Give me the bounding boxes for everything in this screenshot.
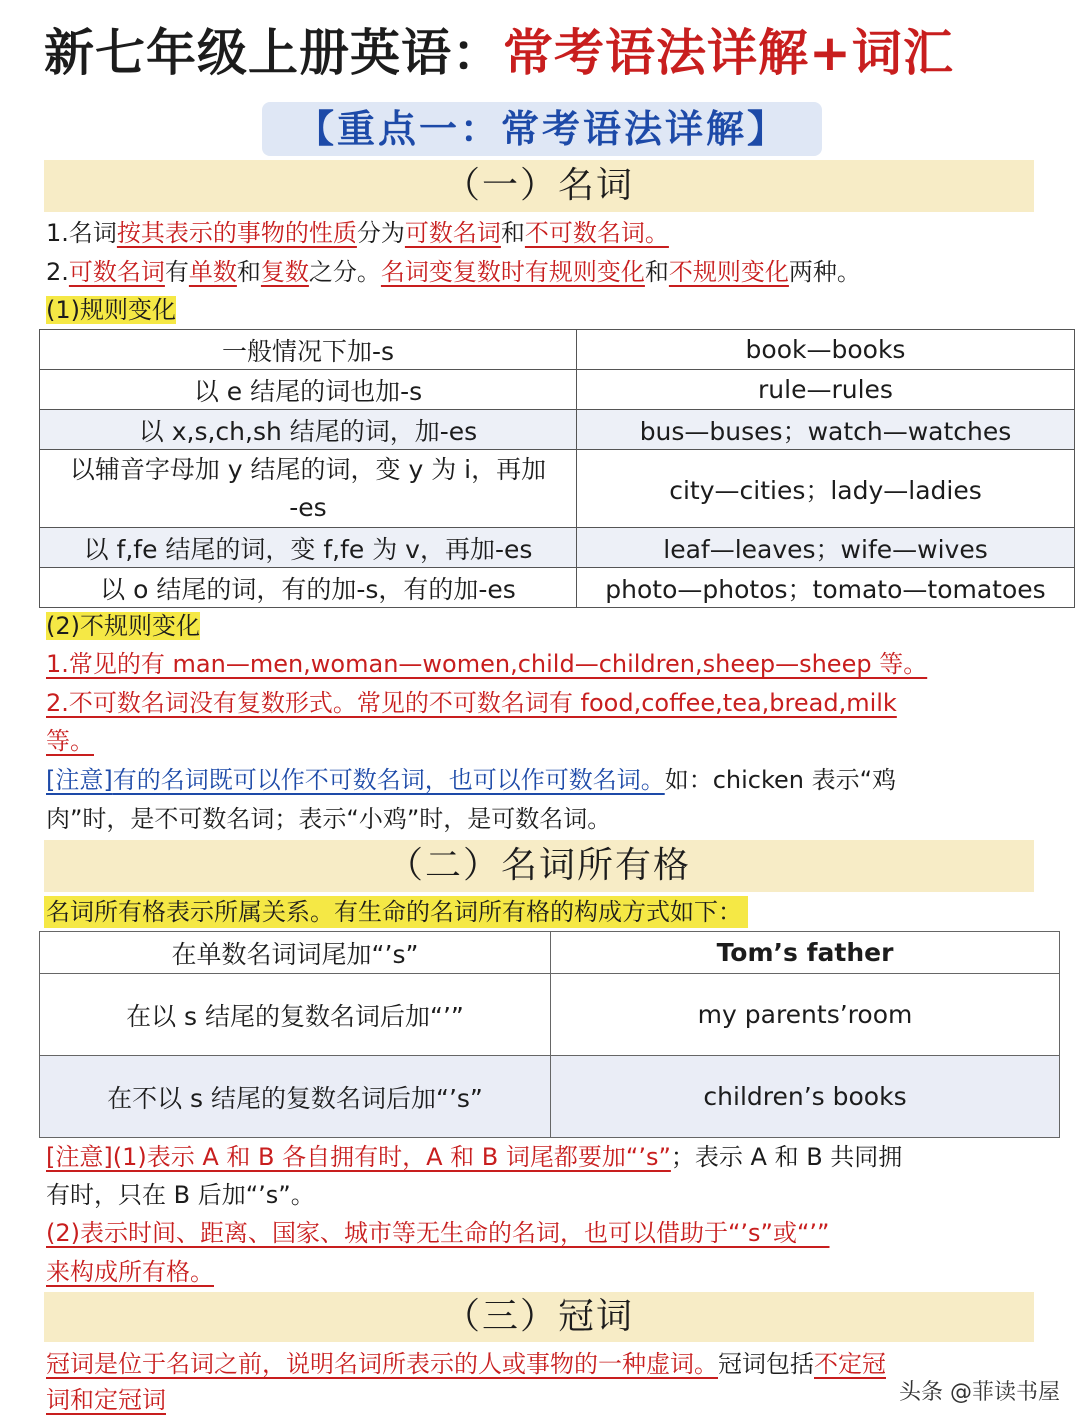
- noun-line-2: 2.可数名词有单数和复数之分。名词变复数时有规则变化和不规则变化两种。: [46, 258, 861, 286]
- possessive-note-1b: 有时，只在 B 后加“’s”。: [46, 1181, 315, 1209]
- possessive-table: [39, 931, 1060, 1138]
- article-line-2: 词和定冠词: [46, 1386, 166, 1414]
- irregular-line-2b: 等。: [46, 727, 94, 755]
- section-heading-possessive: （二）名词所有格: [44, 840, 1034, 892]
- rule-cell: 在单数名词词尾加“’s”: [40, 932, 551, 974]
- rule-cell: 以辅音字母加 y 结尾的词，变 y 为 i，再加 -es: [40, 450, 577, 528]
- rule-cell: 以 x,s,ch,sh 结尾的词，加-es: [40, 410, 577, 450]
- example-cell: my parents’room: [551, 974, 1060, 1056]
- possessive-intro: 名词所有格表示所属关系。有生命的名词所有格的构成方式如下：: [44, 893, 748, 931]
- rule-cell: 在以 s 结尾的复数名词后加“’”: [40, 974, 551, 1056]
- article-line-1: 冠词是位于名词之前，说明名词所表示的人或事物的一种虚词。冠词包括不定冠: [46, 1350, 886, 1378]
- possessive-note-2b: 来构成所有格。: [46, 1258, 214, 1286]
- example-cell: Tom’s father: [551, 932, 1060, 974]
- example-cell: city—cities；lady—ladies: [577, 450, 1075, 528]
- table-row: [40, 528, 1075, 568]
- table-row: [40, 974, 1060, 1056]
- table-row: [40, 1056, 1060, 1138]
- section-heading-nouns: （一）名词: [44, 160, 1034, 212]
- example-cell: book—books: [577, 330, 1075, 370]
- noun-line-1: 1.名词按其表示的事物的性质分为可数名词和不可数名词。: [46, 219, 669, 247]
- table-row: [40, 410, 1075, 450]
- table-row: [40, 370, 1075, 410]
- example-cell: photo—photos；tomato—tomatoes: [577, 568, 1075, 608]
- table-row: [40, 330, 1075, 370]
- rule-cell: 以 f,fe 结尾的词，变 f,fe 为 v，再加-es: [40, 528, 577, 568]
- possessive-note-2: (2)表示时间、距离、国家、城市等无生命的名词，也可以借助于“’s”或“’”: [46, 1219, 830, 1247]
- watermark: 头条 @菲读书屋: [899, 1380, 1060, 1405]
- table-row: [40, 450, 1075, 528]
- example-cell: leaf—leaves；wife—wives: [577, 528, 1075, 568]
- example-cell: children’s books: [551, 1056, 1060, 1138]
- regular-change-label: (1)规则变化: [46, 296, 176, 324]
- key-point-banner: 【重点一：常考语法详解】: [262, 102, 822, 156]
- table-row: [40, 932, 1060, 974]
- table-row: [40, 568, 1075, 608]
- page-title: [44, 18, 1064, 88]
- plural-rules-table: [39, 329, 1075, 608]
- example-cell: rule—rules: [577, 370, 1075, 410]
- possessive-note-1: [注意](1)表示 A 和 B 各自拥有时，A 和 B 词尾都要加“’s”；表示 A 和 B 共同拥: [46, 1143, 903, 1171]
- title-red: 常考语法详解+词汇: [503, 24, 954, 82]
- irregular-line-2: 2.不可数名词没有复数形式。常见的不可数名词有 food,coffee,tea,bread,milk: [46, 689, 897, 717]
- title-black: 新七年级上册英语：: [44, 24, 503, 82]
- irregular-line-1: 1.常见的有 man—men,woman—women,child—children,sheep—sheep 等。: [46, 650, 928, 678]
- note-line-2: 肉”时，是不可数名词；表示“小鸡”时，是可数名词。: [46, 805, 612, 833]
- section-heading-articles: （三）冠词: [44, 1292, 1034, 1342]
- rule-cell: 以 e 结尾的词也加-s: [40, 370, 577, 410]
- rule-cell: 一般情况下加-s: [40, 330, 577, 370]
- note-line: [注意]有的名词既可以作不可数名词，也可以作可数名词。如：chicken 表示“鸡: [46, 766, 897, 794]
- rule-cell: 在不以 s 结尾的复数名词后加“’s”: [40, 1056, 551, 1138]
- irregular-change-label: (2)不规则变化: [46, 612, 200, 640]
- rule-cell: 以 o 结尾的词，有的加-s，有的加-es: [40, 568, 577, 608]
- example-cell: bus—buses；watch—watches: [577, 410, 1075, 450]
